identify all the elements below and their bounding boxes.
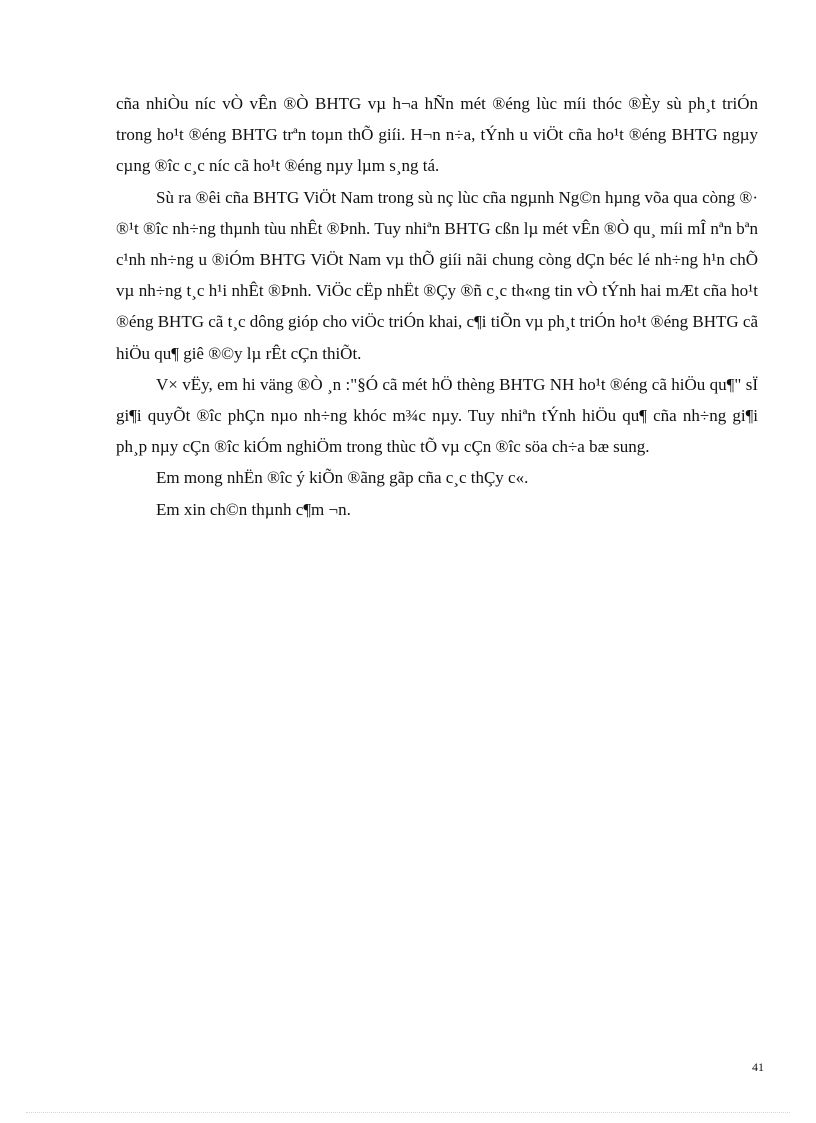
page-number: 41 <box>752 1060 764 1074</box>
paragraph-continuation: cña nhiÒu níc vÒ vÊn ®Ò BHTG vµ h¬a hÑn mét ®éng lùc míi thóc ®Èy sù ph¸t triÓn trong ho¹t ®éng BHTG trªn toµn thÕ giíi. H¬n n÷a, tÝnh u viÖt cña ho¹t ®éng BHTG ngµy cµng ®îc c¸c níc cã ho¹t ®éng nµy lµm s¸ng tá. <box>116 94 758 176</box>
body-text <box>116 88 758 525</box>
page-bottom-divider <box>26 1112 790 1113</box>
paragraph-request-feedback: Em mong nhËn ®îc ý kiÕn ®ãng gãp cña c¸c thÇy c«. <box>156 468 529 488</box>
paragraph-project-aim: V× vËy, em hi väng ®Ò ¸n :"§Ó cã mét hÖ thèng BHTG NH ho¹t ®éng cã hiÖu qu¶" sÏ gi¶i quyÕt ®îc phÇn nµo nh÷ng khóc m¾c nµy. Tuy nhiªn tÝnh hiÖu qu¶ cña nh÷ng gi¶i ph¸p nµy cÇn ®îc kiÓm nghiÖm trong thùc tÕ vµ cÇn ®îc söa ch÷a bæ sung. <box>116 374 758 457</box>
paragraph-thanks: Em xin ch©n thµnh c¶m ¬n. <box>156 499 351 519</box>
paragraph-bhtg-vietnam: Sù ra ®êi cña BHTG ViÖt Nam trong sù nç lùc cña ngµnh Ng©n hµng võa qua còng ®· ®¹t ®îc nh÷ng thµnh tùu nhÊt ®Þnh. Tuy nhiªn BHTG cßn lµ mét vÊn ®Ò qu¸ míi mÎ nªn bªn c¹nh nh÷ng u ®iÓm BHTG ViÖt Nam vµ thÕ giíi nãi chung còng dÇn béc lé nh÷ng h¹n chÕ vµ nh÷ng t¸c h¹i nhÊt ®Þnh. ViÖc cËp nhËt ®Çy ®ñ c¸c th«ng tin vÒ tÝnh hai mÆt cña ho¹t ®éng BHTG cã t¸c dông gióp cho viÖc triÓn khai, c¶i tiÕn vµ ph¸t triÓn ho¹t ®éng BHTG cã hiÖu qu¶ giê ®©y lµ rÊt cÇn thiÕt. <box>116 187 758 363</box>
